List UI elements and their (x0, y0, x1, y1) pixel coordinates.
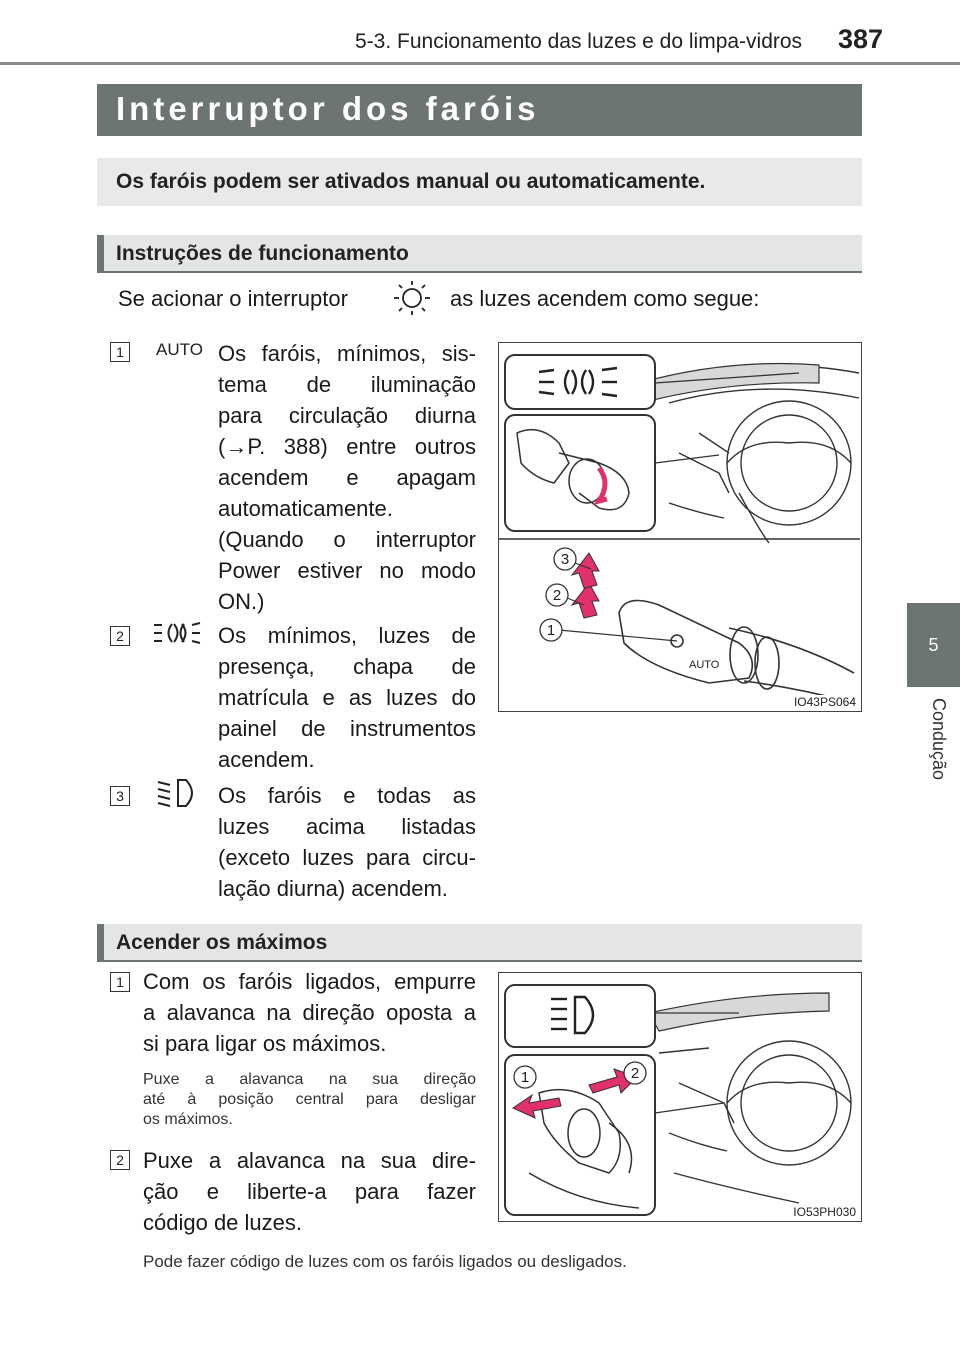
item-1-text: Os faróis, mínimos, sis- tema de iluminação para circulação diurna (→P. 388) entre outros acendem e apagam automaticamente. (Quando o interruptor Power estiver no modo ON.) (218, 341, 476, 614)
chapter-label: Condução (929, 698, 949, 781)
parking-lights-icon (152, 618, 204, 648)
stalk-auto-label: AUTO (689, 659, 720, 671)
item-2-text: Os mínimos, luzes de presença, chapa de matrícula e as luzes do painel de instrumentos acendem. (218, 623, 476, 772)
auto-icon: AUTO (156, 340, 203, 359)
figure-high-beam (498, 972, 862, 1222)
item-marker-1: 1 (110, 342, 130, 362)
chapter-tab: 5 (907, 603, 960, 687)
lead-text-before: Se acionar o interruptor (118, 286, 348, 311)
page-number: 387 (838, 24, 884, 54)
footer-note: Pode fazer código de luzes com os faróis ligados ou desligados. (143, 1252, 627, 1271)
light-switch-icon (392, 280, 432, 316)
page-title: Interruptor dos faróis (116, 90, 540, 127)
callout-1-label: 1 (520, 1069, 530, 1086)
section-heading: Instruções de funcionamento (116, 242, 409, 265)
item-marker-1: 1 (110, 972, 130, 992)
stalk-illustration (499, 343, 860, 710)
item-marker-2: 2 (110, 1150, 130, 1170)
high-beam-note: Puxe a alavanca na sua direção até à posição central para desligar os máximos. (143, 1071, 476, 1128)
figure-code: IO43PS064 (793, 695, 856, 709)
callout-1-label: 1 (546, 622, 556, 639)
item-3-text: Os faróis e todas as luzes acima listadas (exceto luzes para circu- lação diurna) acendem. (218, 783, 476, 901)
high-beam-illustration (499, 973, 860, 1220)
callout-2-label: 2 (630, 1065, 640, 1082)
section-heading: Acender os máximos (116, 931, 328, 954)
running-header: 5-3. Funcionamento das luzes e do limpa-vidros (355, 30, 803, 53)
callout-3-label: 3 (560, 551, 570, 568)
high-beam-item-2-text: Puxe a alavanca na sua dire- ção e liberte-a para fazer código de luzes. (143, 1148, 476, 1235)
header-divider (0, 62, 960, 65)
figure-switch-positions (498, 342, 862, 712)
high-beam-item-1-text: Com os faróis ligados, empurre a alavanca na direção oposta a si para ligar os máximos. (143, 969, 476, 1056)
intro-text: Os faróis podem ser ativados manual ou automaticamente. (116, 170, 706, 193)
callout-2-label: 2 (552, 587, 562, 604)
item-marker-3: 3 (110, 786, 130, 806)
figure-code: IO53PH030 (793, 1205, 856, 1219)
item-marker-2: 2 (110, 626, 130, 646)
low-beam-icon (152, 776, 204, 810)
lead-text-after: as luzes acendem como segue: (450, 286, 760, 311)
